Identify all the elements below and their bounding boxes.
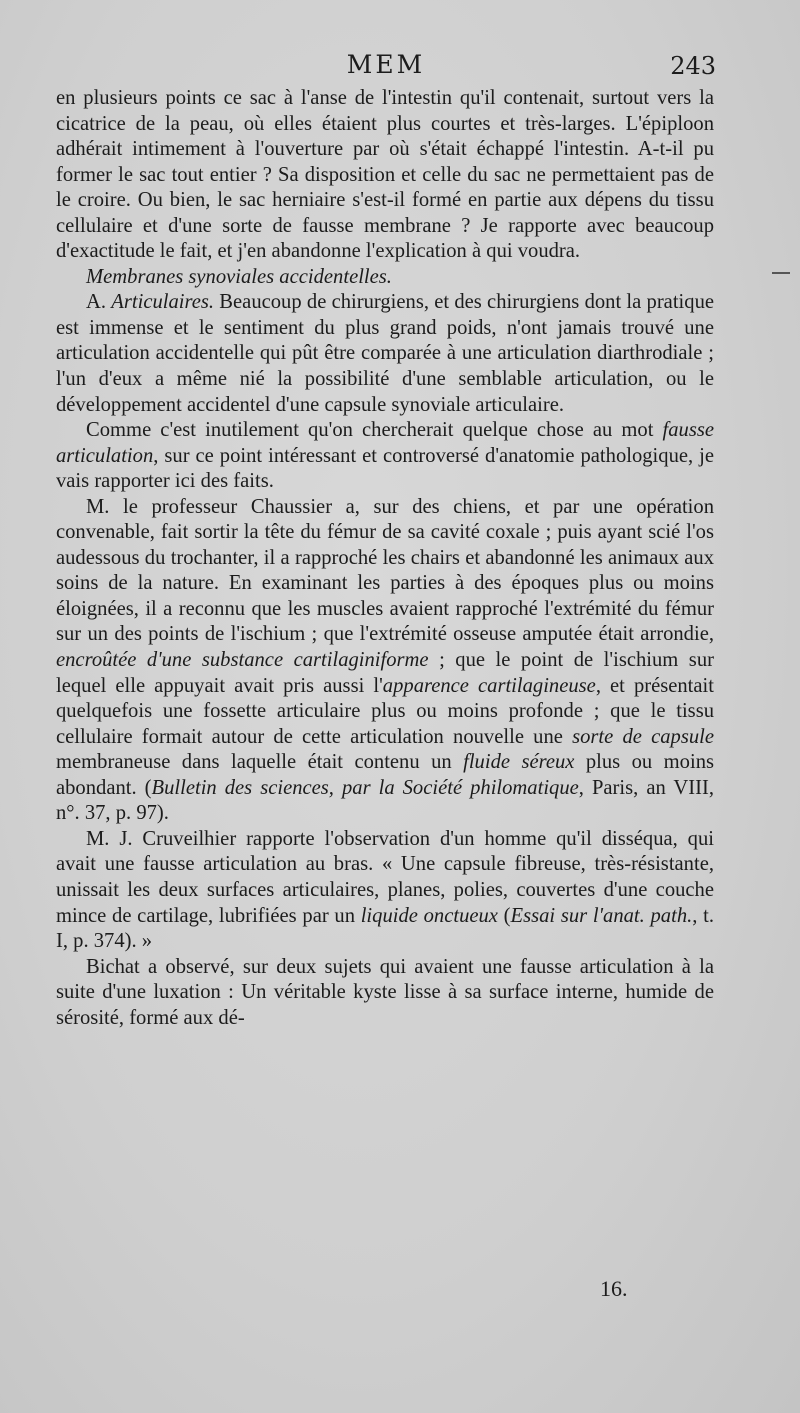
body-text [56,86,714,1031]
text-run: ; que le point de l'ischium sur lequel elle appuyait avait pris aussi l' [56,649,714,697]
text-run: Comme c'est inutilement qu'on chercherait quelque chose au mot [86,419,663,442]
text-run: plus ou moins abondant. ( [56,751,715,799]
citation-title: Bulletin des sciences, par la Société philomatique [151,776,579,799]
page-header [56,50,716,84]
text-run: , Paris, an VIII, n°. 37, p. 97). [56,776,714,825]
text-run: M. le professeur Chaussier a, sur des chiens, et par une opération convenable, fait sortir la tête du fémur de sa cavité coxale ; puis ayant scié l'os audessous du trochanter, il a rapproché les chairs et abandonné les animaux aux soins de la nature. En examinant les parties à des époques plus ou moins éloignées, il a reconnu que les muscles avaient rapproché l'extrémité du fémur sur un des points de l'ischium ; que l'extrémité osseuse amputée était arrondie, [56,495,714,646]
italic-term: Articulaires. [111,291,215,314]
text-run: , t. I, p. 374). » [56,904,714,953]
text-run: , et présentait quelquefois une fossette articulaire plus ou moins profonde ; que le tissu cellulaire formait autour de cette articulation nouvelle une [56,674,714,748]
paragraph: Bichat a observé, sur deux sujets qui avaient une fausse articulation à la suite d'une luxation : Un véritable kyste lisse à sa surface interne, humide de sérosité, formé aux dé- [56,955,714,1029]
italic-term: fluide séreux [463,751,575,774]
text-run: ( [497,904,511,927]
paragraph [56,418,714,495]
signature-mark: 16. [600,1276,628,1301]
italic-term: sorte de capsule [572,725,714,748]
text-run: A. [86,291,112,314]
text-run: M. J. Cruveilhier rapporte l'observation d'un homme qu'il disséqua, qui avait une fausse articulation au bras. « Une capsule fibreuse, très-résistante, unissait les deux surfaces articulaires, planes, polies, couvertes d'une couche mince de cartilage, lubrifiées par un [56,827,714,927]
italic-term: fausse articulation [56,419,714,467]
text-run: , sur ce point intéressant et controversé d'anatomie pathologique, je vais rapporter ici des faits. [56,444,714,493]
page-number: 243 [670,52,716,80]
paragraph [56,827,714,955]
paragraph: en plusieurs points ce sac à l'anse de l'intestin qu'il contenait, surtout vers la cicatrice de la peau, où elles étaient plus courtes et très-larges. L'épiploon adhérait intimement à l'ouverture par où s'était échappé l'intestin. A-t-il pu former le sac tout entier ? Sa disposition et celle du sac ne permettaient pas de le croire. Ou bien, le sac herniaire s'est-il formé en partie aux dépens du tissu cellulaire et d'une sorte de fausse membrane ? Je rapporte avec beaucoup d'exactitude le fait, et j'en abandonne l'explication à qui voudra. [56,87,714,263]
running-head: MEM [346,50,426,79]
paragraph [56,290,714,418]
section-title: Membranes synoviales accidentelles. [86,265,392,288]
paragraph [56,495,714,827]
text-run: membraneuse dans laquelle était contenu un [56,751,464,774]
italic-term: apparence cartilagineuse [382,674,596,697]
margin-dash [772,272,790,274]
citation-title: Essai sur l'anat. path. [510,904,693,927]
text-run: Beaucoup de chirurgiens, et des chirurgiens dont la pratique est immense et le sentiment du plus grand poids, n'ont jamais trouvé une articulation accidentelle qui pût être comparée à une articulation diarthrodiale ; l'un d'eux a même nié la possibilité d'une semblable articulation, ou le développement accidentel d'une capsule synoviale articulaire. [56,291,715,416]
italic-term: liquide onctueux [360,904,498,927]
italic-term: encroûtée d'une substance cartilaginiforme [56,649,429,672]
